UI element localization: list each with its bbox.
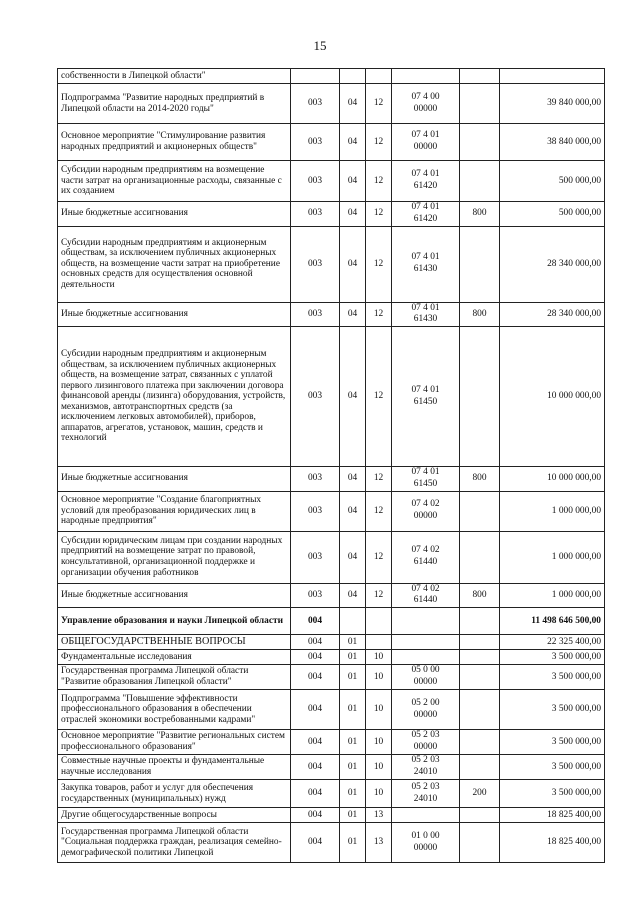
- section-code-cell: 04: [340, 467, 366, 492]
- target-article-cell: 05 2 00 00000: [392, 690, 460, 730]
- row-name-cell: Совместные научные проекты и фундаментальные научные исследования: [58, 755, 291, 780]
- target-article-cell: 05 2 03 24010: [392, 755, 460, 780]
- amount-cell: 1 000 000,00: [500, 531, 605, 583]
- target-article-cell: 07 4 01 61450: [392, 327, 460, 467]
- amount-cell: 10 000 000,00: [500, 327, 605, 467]
- section-code-cell: 01: [340, 823, 366, 863]
- expense-type-cell: 200: [460, 780, 500, 808]
- amount-cell: [500, 69, 605, 84]
- amount-cell: 28 340 000,00: [500, 302, 605, 327]
- row-name-cell: собственности в Липецкой области": [58, 69, 291, 84]
- subsection-code-cell: 10: [366, 650, 392, 665]
- amount-cell: 3 500 000,00: [500, 650, 605, 665]
- subsection-code-cell: [366, 635, 392, 650]
- expense-type-cell: 800: [460, 202, 500, 227]
- table-row: [58, 124, 605, 161]
- row-name-cell: Субсидии народным предприятиям и акционерным обществам, за исключением публичных акционерных обществ, на возмещение затрат, связанных с уплатой первого лизингового платежа при заключении договора финансовой аренды (лизинга) оборудования, устройств, механизмов, автотранспортных средств (за исключением легковых автомобилей), приборов, аппаратов, агрегатов, установок, машин, средств и технологий: [58, 327, 291, 467]
- ministry-code-cell: [291, 69, 340, 84]
- expense-type-cell: [460, 226, 500, 302]
- target-article-cell: [392, 650, 460, 665]
- subsection-code-cell: 12: [366, 583, 392, 608]
- subsection-code-cell: [366, 608, 392, 635]
- row-name-cell: Иные бюджетные ассигнования: [58, 302, 291, 327]
- expense-type-cell: [460, 124, 500, 161]
- section-code-cell: 01: [340, 690, 366, 730]
- table-row: [58, 608, 605, 635]
- ministry-code-cell: 003: [291, 302, 340, 327]
- amount-cell: 3 500 000,00: [500, 755, 605, 780]
- subsection-code-cell: 12: [366, 302, 392, 327]
- section-code-cell: 01: [340, 808, 366, 823]
- amount-cell: 11 498 646 500,00: [500, 608, 605, 635]
- amount-cell: 18 825 400,00: [500, 823, 605, 863]
- expense-type-cell: [460, 808, 500, 823]
- table-row: [58, 202, 605, 227]
- amount-cell: 1 000 000,00: [500, 491, 605, 531]
- section-code-cell: 01: [340, 755, 366, 780]
- table-row: [58, 69, 605, 84]
- table-row: [58, 730, 605, 755]
- row-name-cell: Государственная программа Липецкой области "Социальная поддержка граждан, реализация семейно-демографической политики Липецкой: [58, 823, 291, 863]
- ministry-code-cell: 003: [291, 84, 340, 124]
- subsection-code-cell: [366, 69, 392, 84]
- row-name-cell: Иные бюджетные ассигнования: [58, 202, 291, 227]
- ministry-code-cell: 004: [291, 690, 340, 730]
- ministry-code-cell: 004: [291, 823, 340, 863]
- expense-type-cell: [460, 690, 500, 730]
- expense-type-cell: 800: [460, 467, 500, 492]
- row-name-cell: Субсидии народным предприятиям и акционерным обществам, за исключением публичных акционерных обществ, на возмещение части затрат на приобретение основных средств для осуществления основной деятельности: [58, 226, 291, 302]
- expense-type-cell: [460, 491, 500, 531]
- amount-cell: 3 500 000,00: [500, 780, 605, 808]
- row-name-cell: Основное мероприятие "Стимулирование развития народных предприятий и акционерных обществ": [58, 124, 291, 161]
- subsection-code-cell: 10: [366, 690, 392, 730]
- expense-type-cell: [460, 608, 500, 635]
- section-code-cell: 01: [340, 650, 366, 665]
- section-code-cell: [340, 69, 366, 84]
- subsection-code-cell: 13: [366, 823, 392, 863]
- ministry-code-cell: 004: [291, 608, 340, 635]
- ministry-code-cell: 004: [291, 808, 340, 823]
- ministry-code-cell: 003: [291, 467, 340, 492]
- row-name-cell: Управление образования и науки Липецкой области: [58, 608, 291, 635]
- expense-type-cell: 800: [460, 302, 500, 327]
- ministry-code-cell: 004: [291, 650, 340, 665]
- target-article-cell: 05 0 00 00000: [392, 665, 460, 690]
- budget-rows: [58, 69, 605, 863]
- table-row: [58, 302, 605, 327]
- target-article-cell: 07 4 01 61420: [392, 161, 460, 202]
- subsection-code-cell: 12: [366, 202, 392, 227]
- ministry-code-cell: 004: [291, 755, 340, 780]
- expense-type-cell: [460, 531, 500, 583]
- subsection-code-cell: 10: [366, 665, 392, 690]
- expense-type-cell: [460, 755, 500, 780]
- row-name-cell: Подпрограмма "Повышение эффективности профессионального образования в обеспечении отраслей экономики востребованными кадрами": [58, 690, 291, 730]
- subsection-code-cell: 10: [366, 730, 392, 755]
- ministry-code-cell: 003: [291, 583, 340, 608]
- ministry-code-cell: 004: [291, 635, 340, 650]
- section-code-cell: 04: [340, 302, 366, 327]
- row-name-cell: Субсидии юридическим лицам при создании народных предприятий на возмещение затрат по правовой, консультативной, организационной поддержке и организации обучения работников: [58, 531, 291, 583]
- row-name-cell: Иные бюджетные ассигнования: [58, 583, 291, 608]
- table-row: [58, 491, 605, 531]
- subsection-code-cell: 12: [366, 327, 392, 467]
- target-article-cell: 07 4 01 61430: [392, 226, 460, 302]
- table-row: [58, 823, 605, 863]
- target-article-cell: 07 4 00 00000: [392, 84, 460, 124]
- section-code-cell: 04: [340, 583, 366, 608]
- row-name-cell: Фундаментальные исследования: [58, 650, 291, 665]
- amount-cell: 3 500 000,00: [500, 730, 605, 755]
- expense-type-cell: [460, 327, 500, 467]
- section-code-cell: 01: [340, 730, 366, 755]
- table-row: [58, 583, 605, 608]
- subsection-code-cell: 12: [366, 226, 392, 302]
- section-code-cell: 01: [340, 665, 366, 690]
- amount-cell: 3 500 000,00: [500, 665, 605, 690]
- ministry-code-cell: 003: [291, 124, 340, 161]
- expense-type-cell: [460, 730, 500, 755]
- ministry-code-cell: 004: [291, 665, 340, 690]
- subsection-code-cell: 12: [366, 161, 392, 202]
- row-name-cell: Подпрограмма "Развитие народных предприятий в Липецкой области на 2014-2020 годы": [58, 84, 291, 124]
- section-code-cell: 01: [340, 780, 366, 808]
- amount-cell: 18 825 400,00: [500, 808, 605, 823]
- subsection-code-cell: 13: [366, 808, 392, 823]
- subsection-code-cell: 12: [366, 491, 392, 531]
- section-code-cell: 04: [340, 327, 366, 467]
- target-article-cell: [392, 808, 460, 823]
- target-article-cell: 05 2 03 24010: [392, 780, 460, 808]
- expense-type-cell: [460, 161, 500, 202]
- table-row: [58, 84, 605, 124]
- target-article-cell: [392, 69, 460, 84]
- expense-type-cell: [460, 84, 500, 124]
- page-number: 15: [313, 38, 327, 53]
- ministry-code-cell: 003: [291, 161, 340, 202]
- subsection-code-cell: 12: [366, 84, 392, 124]
- section-code-cell: 04: [340, 84, 366, 124]
- ministry-code-cell: 004: [291, 780, 340, 808]
- amount-cell: 1 000 000,00: [500, 583, 605, 608]
- table-row: [58, 635, 605, 650]
- table-row: [58, 780, 605, 808]
- section-code-cell: [340, 608, 366, 635]
- amount-cell: 38 840 000,00: [500, 124, 605, 161]
- subsection-code-cell: 10: [366, 780, 392, 808]
- expense-type-cell: [460, 665, 500, 690]
- section-code-cell: 04: [340, 124, 366, 161]
- amount-cell: 500 000,00: [500, 161, 605, 202]
- expense-type-cell: [460, 650, 500, 665]
- amount-cell: 22 325 400,00: [500, 635, 605, 650]
- subsection-code-cell: 12: [366, 467, 392, 492]
- section-code-cell: 04: [340, 531, 366, 583]
- ministry-code-cell: 003: [291, 226, 340, 302]
- target-article-cell: [392, 608, 460, 635]
- section-code-cell: 04: [340, 161, 366, 202]
- row-name-cell: Государственная программа Липецкой области "Развитие образования Липецкой области": [58, 665, 291, 690]
- table-row: [58, 690, 605, 730]
- table-row: [58, 161, 605, 202]
- amount-cell: 500 000,00: [500, 202, 605, 227]
- target-article-cell: [392, 635, 460, 650]
- table-row: [58, 327, 605, 467]
- ministry-code-cell: 003: [291, 202, 340, 227]
- section-code-cell: 04: [340, 491, 366, 531]
- expense-type-cell: [460, 823, 500, 863]
- table-row: [58, 531, 605, 583]
- expense-type-cell: [460, 69, 500, 84]
- row-name-cell: Основное мероприятие "Создание благоприятных условий для преобразования юридических лиц в народные предприятия": [58, 491, 291, 531]
- budget-table: [57, 68, 605, 863]
- expense-type-cell: [460, 635, 500, 650]
- target-article-cell: 07 4 01 00000: [392, 124, 460, 161]
- table-row: [58, 650, 605, 665]
- amount-cell: 10 000 000,00: [500, 467, 605, 492]
- section-code-cell: 01: [340, 635, 366, 650]
- row-name-cell: Иные бюджетные ассигнования: [58, 467, 291, 492]
- amount-cell: 39 840 000,00: [500, 84, 605, 124]
- subsection-code-cell: 12: [366, 531, 392, 583]
- section-code-cell: 04: [340, 202, 366, 227]
- section-code-cell: 04: [340, 226, 366, 302]
- target-article-cell: 05 2 03 00000: [392, 730, 460, 755]
- ministry-code-cell: 003: [291, 491, 340, 531]
- target-article-cell: 07 4 01 61450: [392, 467, 460, 492]
- row-name-cell: ОБЩЕГОСУДАРСТВЕННЫЕ ВОПРОСЫ: [58, 635, 291, 650]
- target-article-cell: 07 4 02 00000: [392, 491, 460, 531]
- target-article-cell: 07 4 02 61440: [392, 583, 460, 608]
- table-row: [58, 467, 605, 492]
- expense-type-cell: 800: [460, 583, 500, 608]
- ministry-code-cell: 004: [291, 730, 340, 755]
- target-article-cell: 07 4 02 61440: [392, 531, 460, 583]
- ministry-code-cell: 003: [291, 327, 340, 467]
- target-article-cell: 07 4 01 61430: [392, 302, 460, 327]
- table-row: [58, 226, 605, 302]
- table-row: [58, 808, 605, 823]
- target-article-cell: 01 0 00 00000: [392, 823, 460, 863]
- row-name-cell: Субсидии народным предприятиям на возмещение части затрат на организационные расходы, связанные с их созданием: [58, 161, 291, 202]
- row-name-cell: Закупка товаров, работ и услуг для обеспечения государственных (муниципальных) нужд: [58, 780, 291, 808]
- target-article-cell: 07 4 01 61420: [392, 202, 460, 227]
- subsection-code-cell: 10: [366, 755, 392, 780]
- subsection-code-cell: 12: [366, 124, 392, 161]
- amount-cell: 28 340 000,00: [500, 226, 605, 302]
- table-row: [58, 755, 605, 780]
- row-name-cell: Основное мероприятие "Развитие региональных систем профессионального образования": [58, 730, 291, 755]
- table-row: [58, 665, 605, 690]
- row-name-cell: Другие общегосударственные вопросы: [58, 808, 291, 823]
- amount-cell: 3 500 000,00: [500, 690, 605, 730]
- ministry-code-cell: 003: [291, 531, 340, 583]
